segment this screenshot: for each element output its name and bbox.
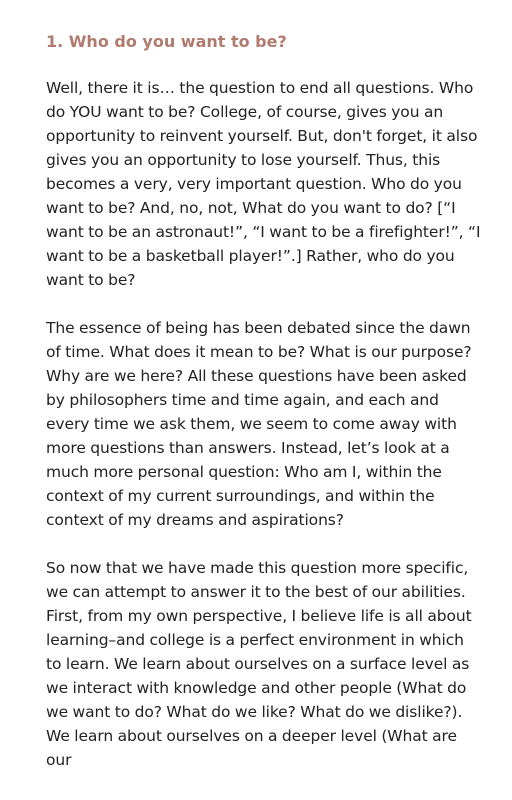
article-section (46, 30, 482, 772)
paragraph-answering-question: So now that we have made this question more specific, we can attempt to answer it to the best of our abilities. First, from my own perspective, I believe life is all about learning–and college is a perfect environment in which to learn. We learn about ourselves on a surface level as we interact with knowledge and other people (What do we want to do? What do we like? What do we dislike?). We learn about ourselves on a deeper level (What are our (46, 559, 472, 769)
section-heading: 1. Who do you want to be? (46, 32, 287, 51)
paragraph-intro: Well, there it is… the question to end all questions. Who do YOU want to be? College, of course, gives you an opportunity to reinvent yourself. But, don't forget, it also gives you an opportunity to lose yourself. Thus, this becomes a very, very important question. Who do you want to be? And, no, not, What do you want to do? [“I want to be an astronaut!”, “I want to be a firefighter!”, “I want to be a basketball player!”.] Rather, who do you want to be? (46, 79, 481, 289)
paragraph-essence-of-being: The essence of being has been debated since the dawn of time. What does it mean to be? What is our purpose? Why are we here? All these questions have been asked by philosophers time and time again, and each and every time we ask them, we seem to come away with more questions than answers. Instead, let’s look at a much more personal question: Who am I, within the context of my current surroundings, and within the context of my dreams and aspirations? (46, 319, 472, 529)
